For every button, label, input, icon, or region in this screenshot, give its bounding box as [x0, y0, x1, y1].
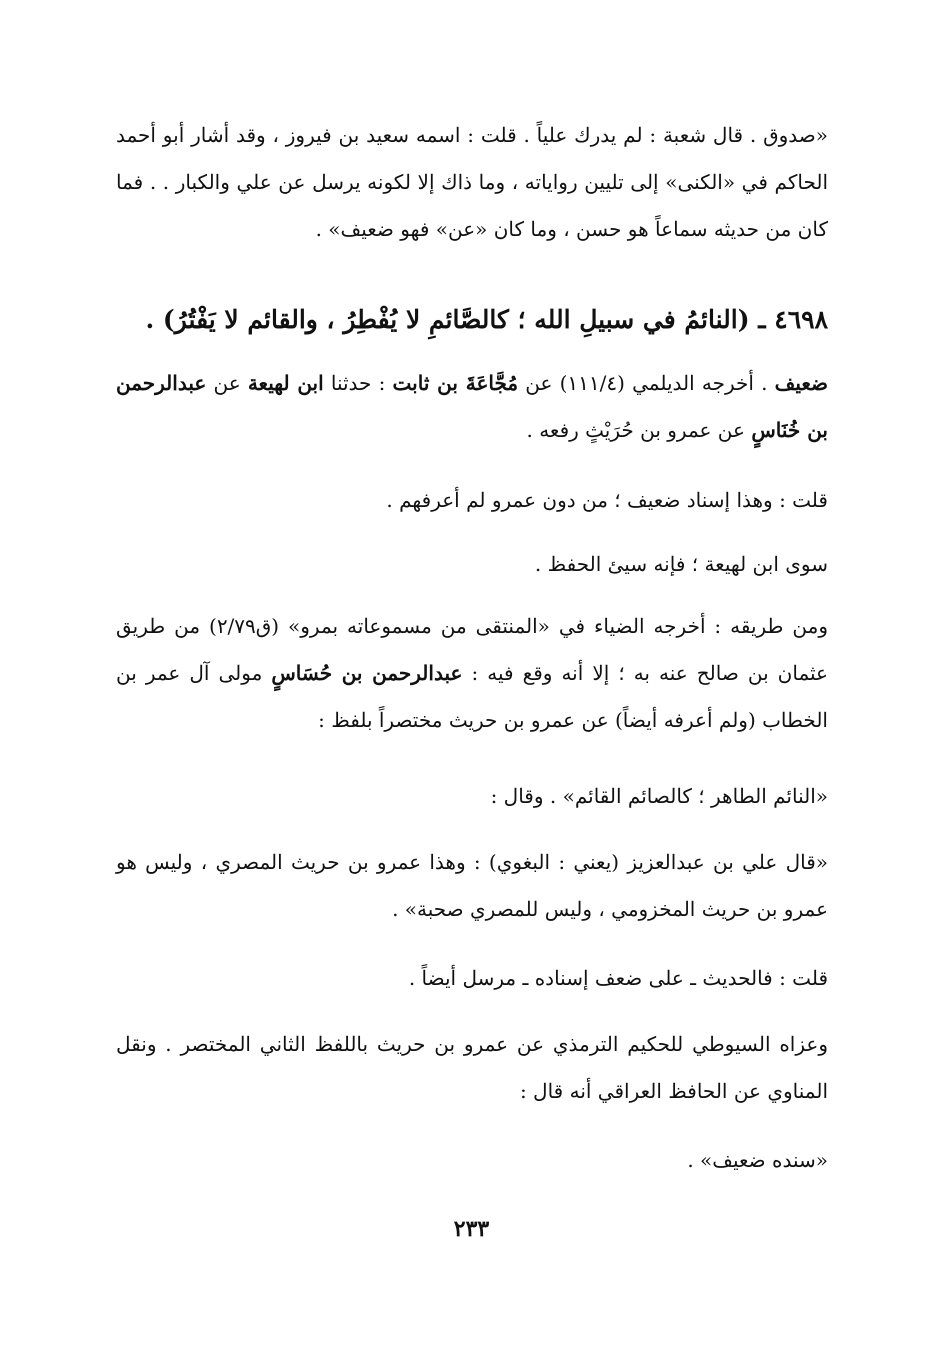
- narrator-name: ابن لهيعة: [247, 371, 324, 395]
- text-segment: . أخرجه الديلمي (١١١/٤) عن: [518, 371, 775, 395]
- paragraph-quote-sadooq: «صدوق . قال شعبة : لم يدرك علياً . قلت : اسمه سعيد بن فيروز ، وقد أشار أبو أحمد الحاكم في «الكنى» إلى تليين رواياته ، وما ذاك إلا لكونه يرسل عن علي والكبار . . فما كان من حديثه سماعاً هو حسن ، وما كان «عن» فهو ضعيف» .: [116, 123, 828, 241]
- text-segment: : حدثنا: [323, 371, 393, 395]
- text-segment: ومن طريقه : أخرجه الضياء في «المنتقى من مسموعاته بمرو» (ق٢/٧٩) من طريق عثمان بن صالح عنه به ؛ إلا أنه وقع فيه :: [116, 614, 828, 685]
- paragraph-isnad-comment: قلت : وهذا إسناد ضعيف ؛ من دون عمرو لم أعرفهم .: [386, 488, 828, 512]
- paragraph-wording: «النائم الطاهر ؛ كالصائم القائم» . وقال :: [490, 784, 828, 808]
- paragraph-diya-route: [116, 603, 828, 744]
- grade-label: ضعيف: [774, 371, 828, 395]
- paragraph-ibn-lahia: سوى ابن لهيعة ؛ فإنه سيئ الحفظ .: [534, 552, 828, 576]
- text-segment: عن عمرو بن حُرَيْثٍ رفعه .: [526, 418, 752, 442]
- hadith-heading: ٤٦٩٨ ـ (النائمُ في سبيلِ الله ؛ كالصَّائمِ لا يُفْطِرُ ، والقائم لا يَفْتُرُ) .: [145, 305, 828, 334]
- paragraph-suyuti: وعزاه السيوطي للحكيم الترمذي عن عمرو بن حريث باللفظ الثاني المختصر . ونقل المناوي عن الحافظ العراقي أنه قال :: [116, 1032, 828, 1103]
- text-segment: عن: [206, 371, 248, 395]
- paragraph-baghawi-quote: «قال علي بن عبدالعزيز (يعني : البغوي) : وهذا عمرو بن حريث المصري ، وليس هو عمرو بن حريث المخزومي ، وليس للمصري صحبة» .: [116, 850, 828, 921]
- narrator-name: مُجَّاعَةَ بن ثابت: [392, 371, 519, 395]
- page-number: ٢٣٣: [453, 1216, 490, 1242]
- narrator-name: عبدالرحمن بن خُنَاسٍ: [116, 371, 828, 442]
- paragraph-conclusion: قلت : فالحديث ـ على ضعف إسناده ـ مرسل أيضاً .: [408, 966, 828, 990]
- paragraph-iraqi-quote: «سنده ضعيف» .: [687, 1148, 828, 1172]
- paragraph-takhrij: [116, 360, 828, 454]
- narrator-name: عبدالرحمن بن حُسَاسٍ: [271, 661, 463, 685]
- text-segment: مولى آل عمر بن الخطاب (ولم أعرفه أيضاً) عن عمرو بن حريث مختصراً بلفظ :: [116, 661, 828, 732]
